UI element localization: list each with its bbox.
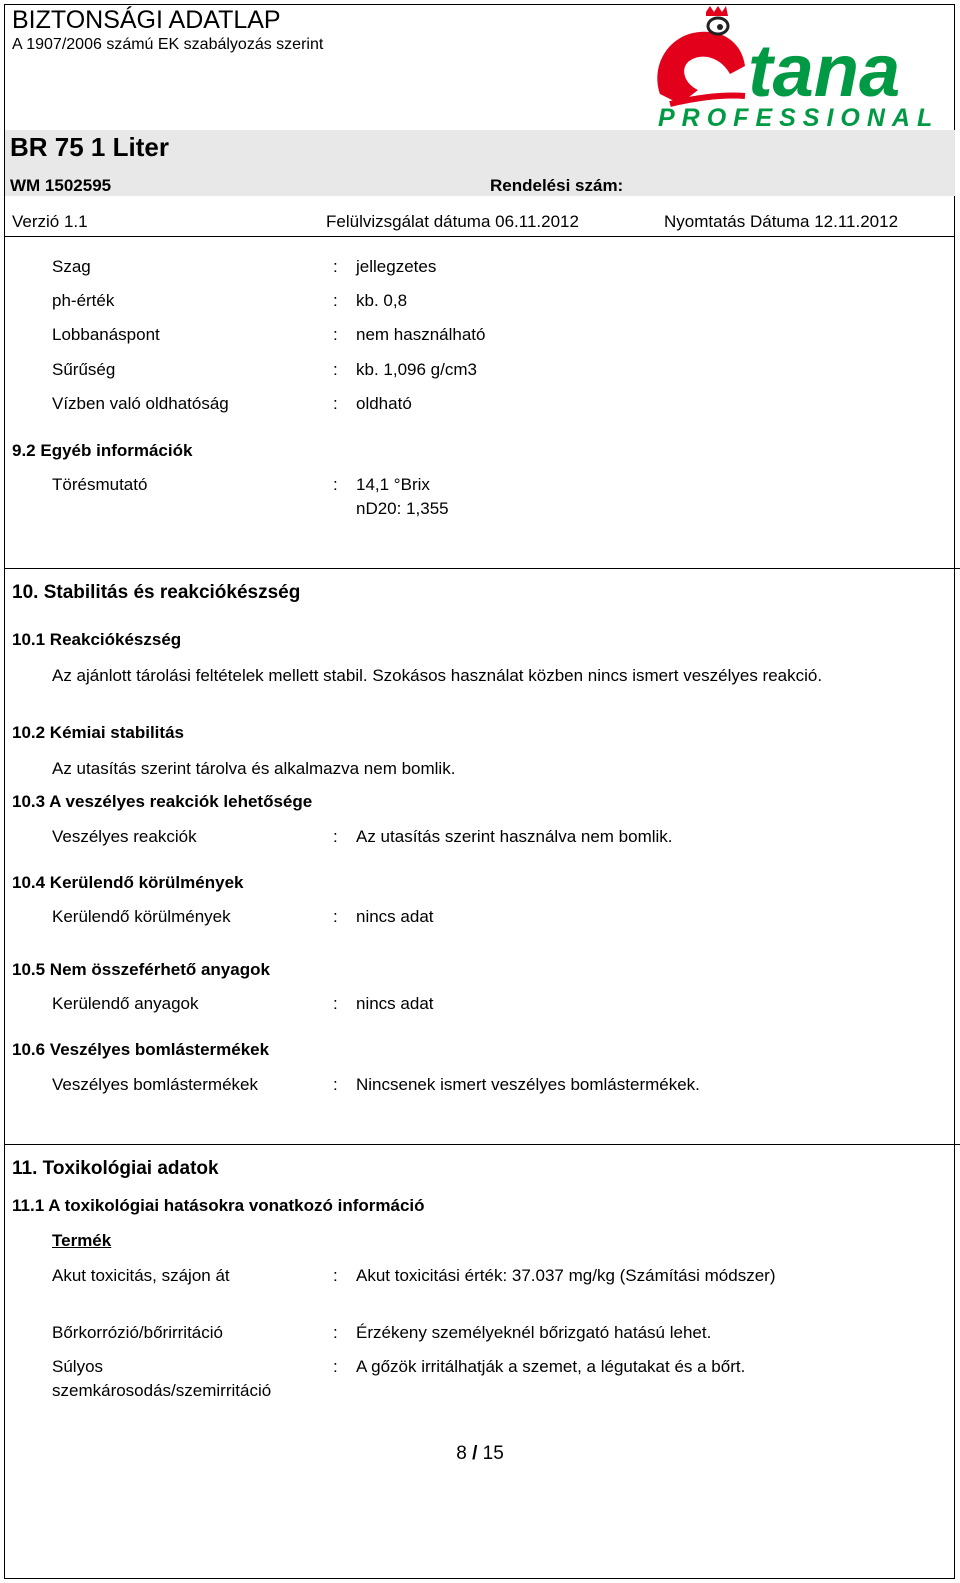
page-current: 8	[456, 1443, 467, 1464]
subsection-heading: 10.5 Nem összeférhető anyagok	[12, 960, 270, 979]
row-value: nem használható	[356, 325, 486, 344]
row-label: Törésmutató	[52, 475, 148, 494]
row-label: Lobbanáspont	[52, 325, 160, 344]
row-value: oldható	[356, 394, 412, 413]
frog-icon	[657, 6, 745, 104]
svg-text:PROFESSIONAL: PROFESSIONAL	[658, 104, 940, 130]
row-value: nD20: 1,355	[356, 499, 449, 518]
subsection-heading: 10.3 A veszélyes reakciók lehetősége	[12, 792, 313, 811]
row-label: Veszélyes bomlástermékek	[52, 1075, 258, 1094]
colon: :	[333, 360, 338, 379]
row-value: 14,1 °Brix	[356, 475, 430, 494]
subsection-heading: 10.6 Veszélyes bomlástermékek	[12, 1040, 270, 1059]
svg-text:tana: tana	[748, 29, 901, 112]
section-divider	[5, 1144, 960, 1145]
colon: :	[333, 1357, 338, 1376]
row-label: Akut toxicitás, szájon át	[52, 1266, 230, 1285]
order-number-label: Rendelési szám:	[490, 176, 624, 195]
colon: :	[333, 1266, 338, 1285]
row-value: A gőzök irritálhatják a szemet, a légutakat és a bőrt.	[356, 1357, 746, 1376]
row-value: Az utasítás szerint használva nem bomlik.	[356, 827, 673, 846]
row-value: Érzékeny személyeknél bőrizgató hatású lehet.	[356, 1323, 712, 1342]
row-value: Akut toxicitási érték: 37.037 mg/kg (Számítási módszer)	[356, 1266, 776, 1285]
colon: :	[333, 257, 338, 276]
row-value: kb. 0,8	[356, 291, 408, 310]
print-date: Nyomtatás Dátuma 12.11.2012	[664, 212, 899, 231]
row-label: ph-érték	[52, 291, 115, 310]
row-value: kb. 1,096 g/cm3	[356, 360, 477, 379]
row-value: nincs adat	[356, 994, 434, 1013]
subsection-heading: 10.1 Reakciókészség	[12, 630, 182, 649]
document-subtitle: A 1907/2006 számú EK szabályozás szerint	[12, 36, 324, 53]
colon: :	[333, 1075, 338, 1094]
row-label: Bőrkorrózió/bőrirritáció	[52, 1323, 223, 1342]
colon: :	[333, 325, 338, 344]
tana-professional-logo	[650, 4, 945, 130]
row-label: Sűrűség	[52, 360, 116, 379]
product-name: BR 75 1 Liter	[10, 132, 169, 162]
colon: :	[333, 475, 338, 494]
page-total: 15	[482, 1443, 504, 1464]
section-heading: 11. Toxikológiai adatok	[12, 1158, 219, 1179]
row-label: Vízben való oldhatóság	[52, 394, 229, 413]
revision-date: Felülvizsgálat dátuma 06.11.2012	[326, 212, 579, 231]
colon: :	[333, 827, 338, 846]
version: Verzió 1.1	[12, 212, 88, 231]
row-value: Nincsenek ismert veszélyes bomlástermékek.	[356, 1075, 700, 1094]
product-label: Termék	[52, 1231, 112, 1250]
subsection-heading: 10.2 Kémiai stabilitás	[12, 723, 184, 742]
row-value: nincs adat	[356, 907, 434, 926]
row-label: Szag	[52, 257, 91, 276]
row-label: Súlyos	[52, 1357, 104, 1376]
page-separator: /	[472, 1443, 478, 1464]
colon: :	[333, 291, 338, 310]
row-label: Kerülendő anyagok	[52, 994, 199, 1013]
subsection-heading: 10.4 Kerülendő körülmények	[12, 873, 244, 892]
row-label: Veszélyes reakciók	[52, 827, 197, 846]
colon: :	[333, 907, 338, 926]
paragraph: Az utasítás szerint tárolva és alkalmazva nem bomlik.	[52, 759, 456, 778]
paragraph: Az ajánlott tárolási feltételek mellett stabil. Szokásos használat közben nincs ismert veszélyes reakció.	[52, 666, 823, 685]
row-label: Kerülendő körülmények	[52, 907, 231, 926]
colon: :	[333, 1323, 338, 1342]
colon: :	[333, 394, 338, 413]
page-number	[0, 1443, 960, 1465]
product-code: WM 1502595	[10, 176, 112, 195]
header-divider	[5, 236, 955, 237]
row-label: szemkárosodás/szemirritáció	[52, 1381, 272, 1400]
row-value: jellegzetes	[356, 257, 437, 276]
colon: :	[333, 994, 338, 1013]
document-title: BIZTONSÁGI ADATLAP	[12, 6, 281, 34]
section-divider	[5, 568, 960, 569]
section-heading: 10. Stabilitás és reakciókészség	[12, 582, 301, 603]
subsection-heading: 11.1 A toxikológiai hatásokra vonatkozó információ	[12, 1196, 425, 1215]
subsection-heading: 9.2 Egyéb információk	[12, 441, 193, 460]
